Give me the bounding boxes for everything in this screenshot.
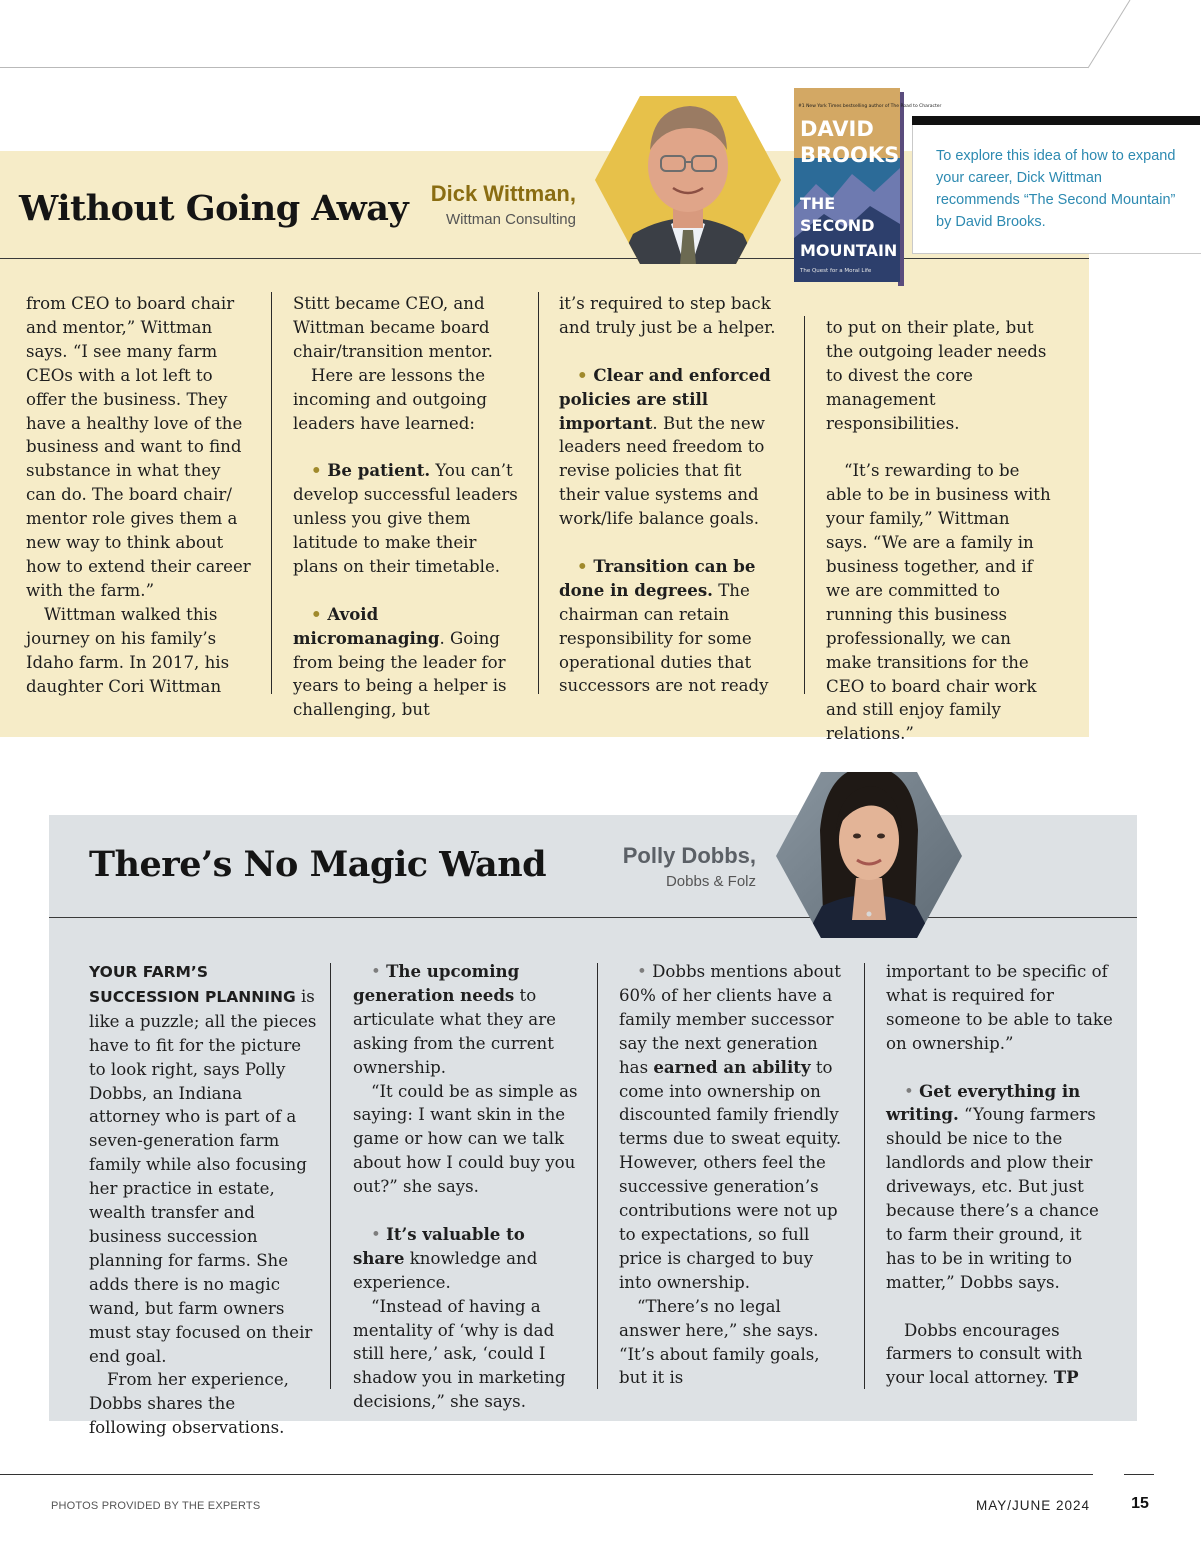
bullet-heading: Be patient.	[327, 460, 431, 481]
bullet-dot-icon: •	[577, 364, 594, 385]
section2-title: There’s No Magic Wand	[89, 844, 547, 885]
bullet-text: The chairman can retain responsibility for some operational duties that successors are not ready	[559, 580, 769, 696]
bullet-heading: Get everything in writing.	[886, 1080, 1081, 1125]
second-mountain-book-cover	[794, 88, 942, 286]
section1-byline-name: Dick Wittman,	[430, 181, 576, 206]
section2-col1-paragraph: From her experience, Dobbs shares the following observations.	[89, 1370, 289, 1438]
top-rule	[0, 67, 1088, 68]
section1-col4-paragraph: “It’s rewarding to be able to be in business with your family,” Wittman says. “We are a family in business together, and if we are committed to running this business professionally, we can make transitions for the CEO to board chair work and still enjoy family relations.”	[826, 461, 1051, 744]
bullet-dot-icon: •	[311, 603, 328, 624]
bullet-heading: It’s valuable to share	[353, 1223, 525, 1268]
section1-column-3	[559, 292, 787, 698]
section2-byline-org: Dobbs & Folz	[665, 873, 756, 890]
dick-wittman-portrait	[593, 84, 783, 276]
book-title-line3: MOUNTAIN	[800, 241, 898, 260]
end-mark: TP	[1053, 1367, 1079, 1388]
section1-col3-bullet	[559, 364, 787, 531]
paragraph-text: is like a puzzle; all the pieces have to fit for the picture to look right, says Polly Dobbs, an Indiana attorney who is part of a seven-generation farm family while also focusing her practice in estate, wealth transfer and business succession planning for farms. She adds there is no magic wand, but farm owners must stay focused on their end goal.	[89, 986, 317, 1366]
bullet-text: You can’t develop successful leaders unless you give them latitude to make their plans on their timetable.	[293, 461, 518, 576]
bullet-dot-icon: •	[904, 1081, 920, 1101]
page-number: 15	[1131, 1495, 1149, 1512]
bullet-heading: Clear and enforced policies are still important	[559, 364, 771, 433]
section1-column-4	[826, 316, 1054, 746]
section2-col2-paragraph: “It could be as simple as saying: I want skin in the game or how can we talk about how I could buy you out?” she says.	[353, 1081, 578, 1197]
bullet-text: “Young farmers should be nice to the landlords and plow their driveways, etc. But just because there’s a chance to farm their ground, it has to be in writing to matter,” Dobbs says.	[886, 1105, 1099, 1292]
book-callout-text: To explore this idea of how to expand your career, Dick Wittman recommends “The Second Mountain” by David Brooks.	[936, 148, 1176, 230]
section1-col3-paragraph: it’s required to step back and truly just be a helper.	[559, 294, 776, 337]
lead-in-caps: YOUR FARM’S SUCCESSION PLANNING	[89, 963, 296, 1006]
bullet-text: Dobbs mentions about 60% of her clients have a family member successor say the next generation has	[619, 962, 841, 1077]
bullet-heading: Avoid micromanaging	[293, 603, 440, 648]
section1-col3-bullet	[559, 555, 787, 698]
section1-column-divider	[271, 292, 272, 694]
section2-column-4	[886, 960, 1114, 1390]
footer-rule-short	[1124, 1474, 1154, 1475]
section1-col2-paragraph: Here are lessons the incoming and outgoing leaders have learned:	[293, 365, 487, 433]
section1-column-1	[26, 292, 254, 698]
section1-col1-paragraph: Wittman walked this journey on his family’s Idaho farm. In 2017, his daughter Cori Wittman	[26, 604, 230, 696]
section1-column-divider	[538, 292, 539, 694]
section2-column-2	[353, 960, 581, 1414]
section2-header-rule	[49, 917, 1137, 918]
bullet-text: . Going from being the leader for years to being a helper is challenging, but	[293, 628, 507, 720]
bullet-dot-icon: •	[371, 962, 387, 981]
bullet-heading: The upcoming generation needs	[353, 961, 520, 1005]
issue-date: MAY/JUNE 2024	[975, 1498, 1090, 1513]
section2-col3-bullet	[619, 960, 847, 1295]
bullet-heading: Transition can be done in degrees.	[559, 555, 756, 600]
section2-col4-bullet	[886, 1080, 1114, 1295]
bullet-text: to come into ownership on discounted family friendly terms due to sweat equity. However, others feel the successive generation’s contributions were not up to expectations, so full price is charged to buy into ownership.	[619, 1057, 842, 1292]
bullet-dot-icon: •	[637, 962, 653, 981]
bullet-text: knowledge and experience.	[353, 1248, 538, 1292]
bullet-text: . But the new leaders need freedom to revise policies that fit their value systems and work/life balance goals.	[559, 413, 765, 529]
section2-column-divider	[864, 963, 865, 1389]
section2-col1-paragraph	[89, 960, 317, 1368]
book-author-line2: BROOKS	[800, 143, 900, 167]
section2-col3-paragraph: “There’s no legal answer here,” she says. “It’s about family goals, but it is	[619, 1296, 820, 1388]
section2-column-divider	[330, 963, 331, 1389]
section2-col2-paragraph: “Instead of having a mentality of ‘why is dad still here,’ ask, ‘could I shadow you in marketing decisions,” she says.	[353, 1296, 566, 1412]
book-subtitle: The Quest for a Moral Life	[800, 268, 872, 274]
top-corner-slant	[1082, 0, 1132, 68]
section2-byline-name: Polly Dobbs,	[622, 843, 756, 868]
section1-byline-org: Wittman Consulting	[445, 211, 576, 228]
paragraph-text: Dobbs encourages farmers to consult with your local attorney.	[886, 1320, 1083, 1388]
book-title-line2: SECOND	[800, 216, 875, 235]
bullet-emphasis: earned an ability	[653, 1056, 811, 1077]
bullet-text: to articulate what they are asking from the current ownership.	[353, 985, 556, 1077]
section2-col2-bullet	[353, 960, 581, 1080]
book-tagline: #1 New York Times bestselling author of The Road to Character	[798, 104, 942, 109]
section1-col1-paragraph: from CEO to board chair and mentor,” Wittman says. “I see many farm CEOs with a lot left to offer the business. They have a healthy love of the business and want to find substance in what they can do. The board chair/ mentor role gives them a new way to think about how to extend their career with the farm.”	[26, 294, 251, 600]
section1-column-2	[293, 292, 521, 722]
section2-col2-bullet	[353, 1223, 581, 1295]
section2-column-3	[619, 960, 847, 1390]
book-callout-bar	[912, 116, 1200, 125]
section1-col2-bullet	[293, 603, 521, 723]
section1-col4-paragraph: to put on their plate, but the outgoing leader needs to divest the core management responsibilities.	[826, 318, 1047, 433]
book-author-line1: DAVID	[800, 117, 874, 141]
polly-dobbs-portrait	[774, 750, 964, 940]
section1-header-rule	[0, 258, 1089, 259]
section2-col4-paragraph: important to be specific of what is required for someone to be able to take on ownership.”	[886, 962, 1113, 1053]
footer-rule	[0, 1474, 1093, 1475]
section1-col2-bullet	[293, 459, 521, 579]
bullet-dot-icon: •	[311, 460, 328, 481]
section1-col2-paragraph: Stitt became CEO, and Wittman became board chair/transition mentor.	[293, 294, 493, 361]
section1-column-divider	[804, 316, 805, 694]
section2-column-1	[89, 960, 317, 1440]
bullet-dot-icon: •	[371, 1224, 387, 1244]
section2-col4-paragraph	[886, 1319, 1114, 1391]
section1-title: Without Going Away	[19, 188, 409, 229]
bullet-dot-icon: •	[577, 555, 594, 576]
section2-column-divider	[597, 963, 598, 1389]
book-title-line1: THE	[800, 194, 836, 213]
photo-credit: PHOTOS PROVIDED BY THE EXPERTS	[51, 1500, 261, 1512]
